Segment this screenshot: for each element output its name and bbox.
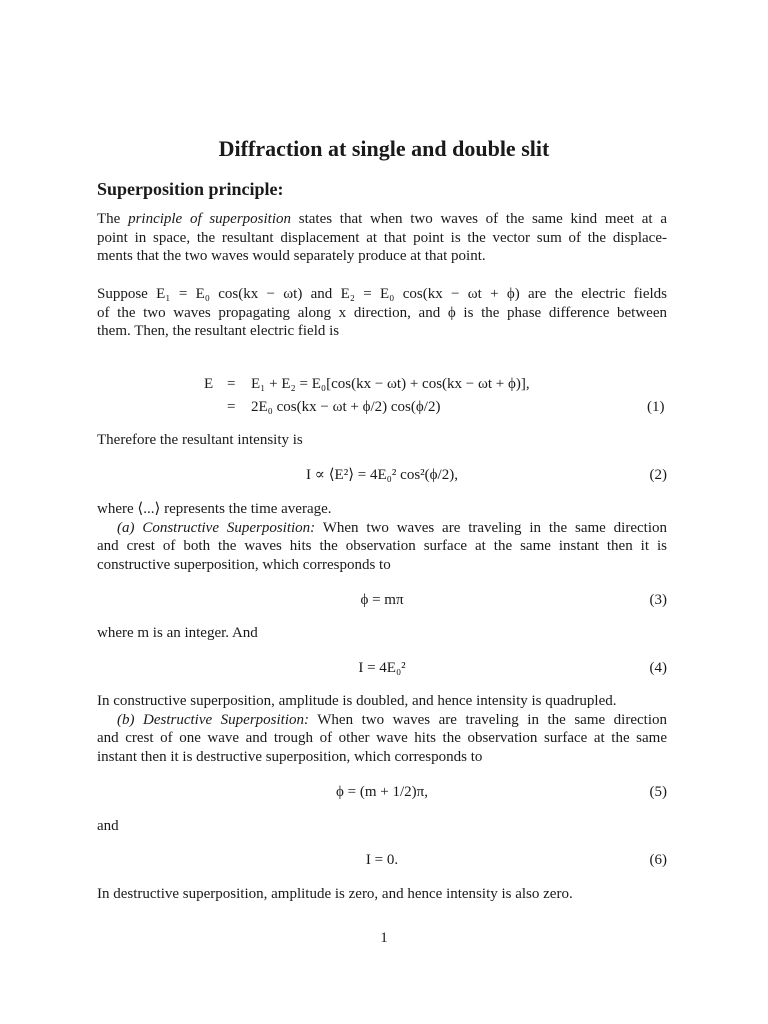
equation-6 (97, 849, 667, 871)
text-line: Suppose E₁ = E₀ cos(kx − ωt) and E₂ = E₀ cos(kx − ωt + ϕ) are the electric fields (97, 286, 667, 302)
equation-rhs: 2E₀ cos(kx − ωt + ϕ/2) cos(ϕ/2) (251, 399, 441, 415)
equation-relation: = (227, 399, 236, 415)
text-line: instant then it is destructive superposition, which corresponds to (97, 748, 483, 765)
equation-2 (97, 464, 667, 486)
text-line: where ⟨...⟩ represents the time average. (97, 501, 332, 517)
text-line: and crest of one wave and trough of other wave hits the observation surface at the same (97, 730, 667, 746)
text-line: The principle of superposition states that when two waves of the same kind meet at a (97, 211, 667, 227)
paragraph-constructive (97, 500, 667, 574)
equation-number: (1) (647, 399, 665, 415)
equation-lhs: E (204, 376, 214, 392)
text-line: ments that the two waves would separately produce at that point. (97, 248, 486, 264)
equation-relation: = (227, 376, 236, 392)
equation-number: (6) (649, 852, 667, 868)
equation-body: I ∝ ⟨E²⟩ = 4E₀² cos²(ϕ/2), (306, 467, 458, 483)
equation-3 (97, 589, 667, 611)
equation-number: (4) (649, 660, 667, 676)
equation-body: ϕ = mπ (360, 592, 404, 608)
text-line: In destructive superposition, amplitude is zero, and hence intensity is also zero. (97, 886, 573, 902)
text-line: Therefore the resultant intensity is (97, 432, 303, 448)
paragraph-text (97, 624, 667, 643)
page-title: Diffraction at single and double slit (218, 136, 550, 161)
text-line: of the two waves propagating along x direction, and ϕ is the phase difference between (97, 304, 667, 321)
paragraph-text (97, 431, 667, 450)
paragraph-field-definition (97, 285, 667, 341)
equation-body: ϕ = (m + 1/2)π, (336, 784, 428, 800)
text-line: where m is an integer. And (97, 625, 258, 641)
paragraph-text (97, 885, 667, 904)
text-line: (a) Constructive Superposition: When two waves are traveling in the same direction (117, 519, 667, 536)
equation-5 (97, 781, 667, 803)
text-line: them. Then, the resultant electric field is (97, 323, 340, 339)
emphasis-term: (b) Destructive Superposition: (117, 711, 310, 728)
emphasis-term: principle of superposition (128, 211, 292, 227)
text-line: constructive superposition, which corresponds to (97, 556, 391, 573)
text-line: point in space, the resultant displacement at that point is the vector sum of the displace- (97, 229, 667, 246)
equation-4 (97, 657, 667, 679)
text-line: and crest of both the waves hits the observation surface at the same instant then it is (97, 538, 667, 554)
equation-rhs: E₁ + E₂ = E₀[cos(kx − ωt) + cos(kx − ωt + ϕ)], (251, 376, 530, 392)
emphasis-term: (a) Constructive Superposition: (117, 519, 316, 536)
paragraph-text (97, 817, 667, 836)
equation-body: I = 0. (365, 852, 399, 868)
paragraph-destructive (97, 692, 667, 766)
paragraph-superposition-definition (97, 210, 667, 266)
text-line: (b) Destructive Superposition: When two waves are traveling in the same direction (117, 711, 667, 728)
section-heading: Superposition principle: (97, 179, 284, 199)
text-line: In constructive superposition, amplitude is doubled, and hence intensity is quadrupled. (97, 693, 617, 709)
equation-number: (3) (649, 592, 667, 608)
equation-number: (5) (649, 784, 667, 800)
page-number: 1 (380, 930, 388, 946)
text-line: and (97, 818, 119, 834)
equation-number: (2) (649, 467, 667, 483)
equation-body: I = 4E₀² (358, 660, 406, 676)
